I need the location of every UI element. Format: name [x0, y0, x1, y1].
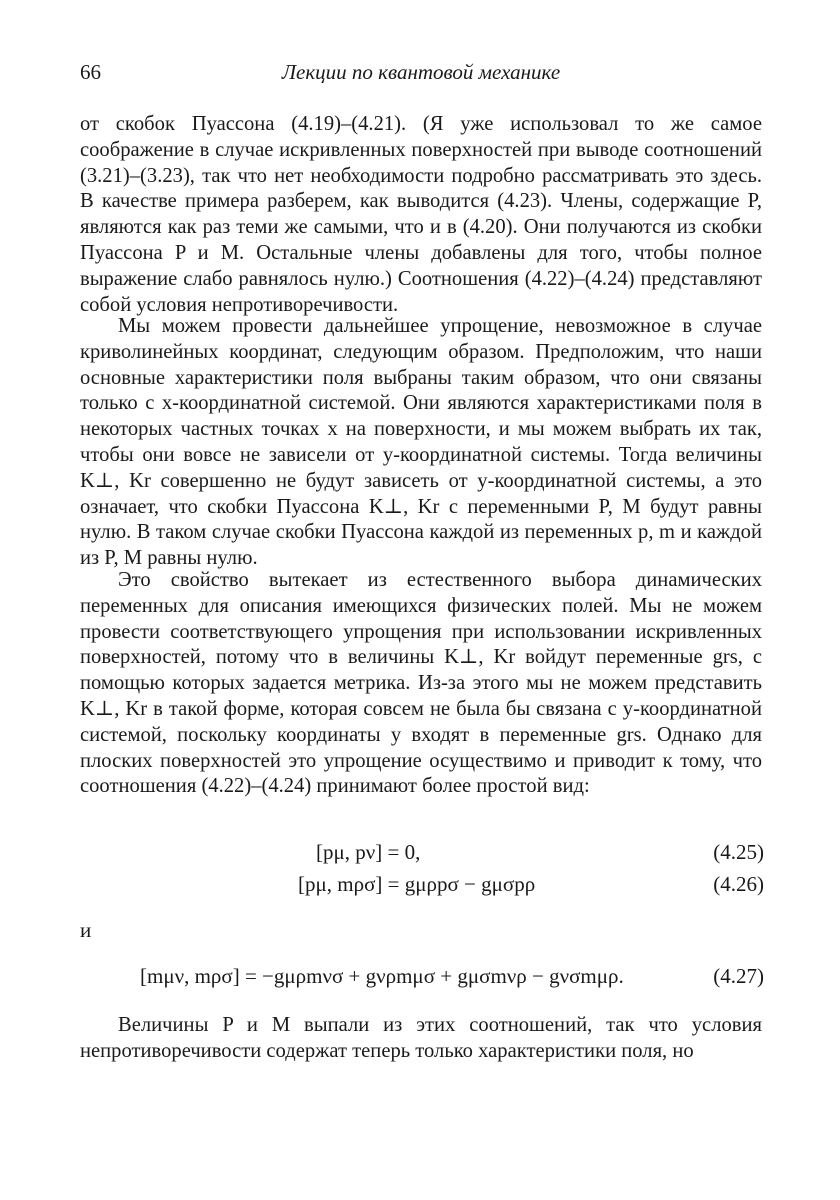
conjunction-text: и — [80, 918, 92, 942]
equation-body: [pμ, mρσ] = gμρpσ − gμσpρ — [298, 872, 536, 896]
paragraph-1: от скобок Пуассона (4.19)–(4.21). (Я уже использовал то же самое соображение в случае искривленных поверхностей при выводе соотношений (3.21)–(3.23), так что нет необходимости подробно рассматривать это здесь. В качестве примера разберем, как выводится (4.23). Члены, содержащие P, являются как раз теми же самыми, что и в (4.20). Они получаются из скобки Пуассона P и M. Остальные члены добавлены для того, чтобы полное выражение слабо равнялось нулю.) Соотношения (4.22)–(4.24) представляют собой условия непротиворечивости. — [80, 113, 762, 316]
equation-number: (4.25) — [713, 840, 764, 864]
paragraph-3: Это свойство вытекает из естественного выбора динамических переменных для описания имеющихся физических полей. Мы не можем провести соответствующего упрощения при использовании искривленных поверхностей, потому что в величины K⊥, Kr войдут переменные grs, с помощью которых задается метрика. Из-за этого мы не можем представить K⊥, Kr в такой форме, которая совсем не была бы связана с y-координатной системой, поскольку координаты y входят в переменные grs. Однако для плоских поверхностей это упрощение осуществимо и приводит к тому, что соотношения (4.22)–(4.24) принимают более простой вид: — [80, 569, 762, 798]
paragraph-4: Величины P и M выпали из этих соотношений, так что условия непротиворечивости содержат теперь только характеристики поля, но — [80, 1014, 762, 1062]
paragraph-2: Мы можем провести дальнейшее упрощение, невозможное в случае криволинейных координат, следующим образом. Предположим, что наши основные характеристики поля выбраны таким образом, что они связаны только с x-координатной системой. Они являются характеристиками поля в некоторых частных точках x на поверхности, и мы можем выбрать их так, чтобы они вовсе не зависели от y-координатной системы. Тогда величины K⊥, Kr совершенно не будут зависеть от y-координатной системы, а это означает, что скобки Пуассона K⊥, Kr с переменными P, M будут равны нулю. В таком случае скобки Пуассона каждой из переменных p, m и каждой из P, M равны нулю. — [80, 315, 762, 570]
page-header — [80, 60, 762, 90]
equation-4-27 — [80, 964, 764, 994]
equation-number: (4.26) — [713, 872, 764, 896]
page-number: 66 — [80, 60, 101, 84]
equation-4-26 — [80, 872, 764, 902]
equation-body: [mμν, mρσ] = −gμρmνσ + gνρmμσ + gμσmνρ − gνσmμρ. — [140, 964, 624, 988]
equation-number: (4.27) — [713, 964, 764, 988]
equation-body: [pμ, pν] = 0, — [316, 840, 421, 864]
running-title: Лекции по квантовой механике — [281, 60, 561, 84]
equation-4-25 — [80, 840, 764, 870]
